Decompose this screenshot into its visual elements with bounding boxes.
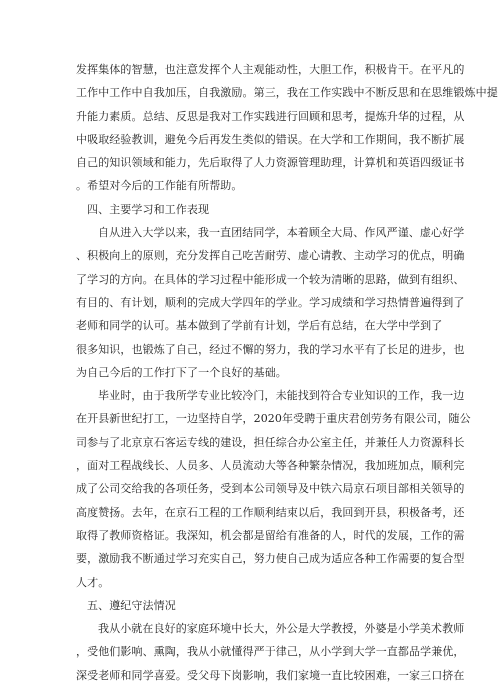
paragraph-start-line: 毕业时，由于我所学专业比较冷门，未能找到符合专业知识的工作，我一边: [98, 389, 465, 403]
text-line: 取得了教师资格证。我深知，机会都是留给有准备的人，时代的发展，工作的需: [76, 528, 465, 542]
text-line: 、积极向上的原则，充分发挥自己吃苦耐劳、虚心请教、主动学习的优点，明确: [76, 249, 465, 263]
text-line: 升能力素质。总结、反思是我对工作实践进行回顾和思考，提炼升华的过程，从: [76, 109, 465, 123]
text-line: 老师和同学的认可。基本做到了学前有计划，学后有总结，在大学中学到了: [76, 319, 443, 333]
paragraph-start-line: 自从进入大学以来，我一直团结同学，本着顾全大局、作风严谨、虚心好学: [98, 226, 465, 240]
text-line: 有目的、有计划，顺利的完成大学四年的学业。学习成绩和学习热情普遍得到了: [76, 295, 465, 309]
text-line: 发挥集体的智慧，也注意发挥个人主观能动性，大胆工作，积极肯干。在平凡的: [76, 63, 465, 76]
text-line: 在开县新世纪打工，一边坚持自学，2020年受聘于重庆君创劳务有限公司，随公: [76, 412, 471, 426]
text-line: 自己的知识领域和能力，先后取得了人力资源管理助理，计算机和英语四级证书: [76, 156, 465, 170]
section-heading: 四、主要学习和工作表现: [87, 202, 210, 216]
text-line: ，面对工程战线长、人员多、人员流动大等各种繁杂情况，我加班加点，顺利完: [76, 459, 465, 473]
text-line: 高度赞扬。去年，在京石工程的工作顺利结束以后，我回到开县，积极备考，还: [76, 505, 465, 519]
text-line: 中吸取经验教训，避免今后再发生类似的错误。在大学和工作期间，我不断扩展: [76, 132, 465, 146]
text-line: 为自己今后的工作打下了一个良好的基础。: [76, 365, 287, 379]
text-line: 了学习的方向。在具体的学习过程中能形成一个较为清晰的思路，做到有组织、: [76, 272, 465, 286]
document-body: [76, 58, 498, 687]
text-line: 要，激励我不断通过学习充实自己，努力使自己成为适应各种工作需要的复合型: [76, 552, 465, 566]
text-line: ，受他们影响、熏陶，我从小就懂得严于律己，从小学到大学一直都品学兼优，: [76, 645, 465, 659]
text-line: 司参与了北京京石客运专线的建设，担任综合办公室主任，并兼任人力资源科长: [76, 435, 465, 449]
text-line: 工作中工作中自我加压，自我激励。第三，我在工作实践中不断反思和在思维锻炼中提: [76, 86, 498, 100]
text-line: 。希望对今后的工作能有所帮助。: [76, 179, 243, 193]
text-line: 成了公司交给我的各项任务，受到本公司领导及中铁六局京石项目部相关领导的: [76, 482, 465, 496]
text-line: 很多知识，也锻炼了自己，经过不懈的努力，我的学习水平有了长足的进步，也: [76, 342, 465, 356]
paragraph-start-line: 我从小就在良好的家庭环境中长大，外公是大学教授，外婆是小学美术教师: [98, 622, 465, 636]
text-line: 人才。: [76, 575, 110, 589]
section-heading: 五、遵纪守法情况: [87, 598, 176, 612]
text-line: 深受老师和同学喜爱。受父母下岗影响，我们家境一直比较困难，一家三口挤在: [76, 668, 465, 682]
